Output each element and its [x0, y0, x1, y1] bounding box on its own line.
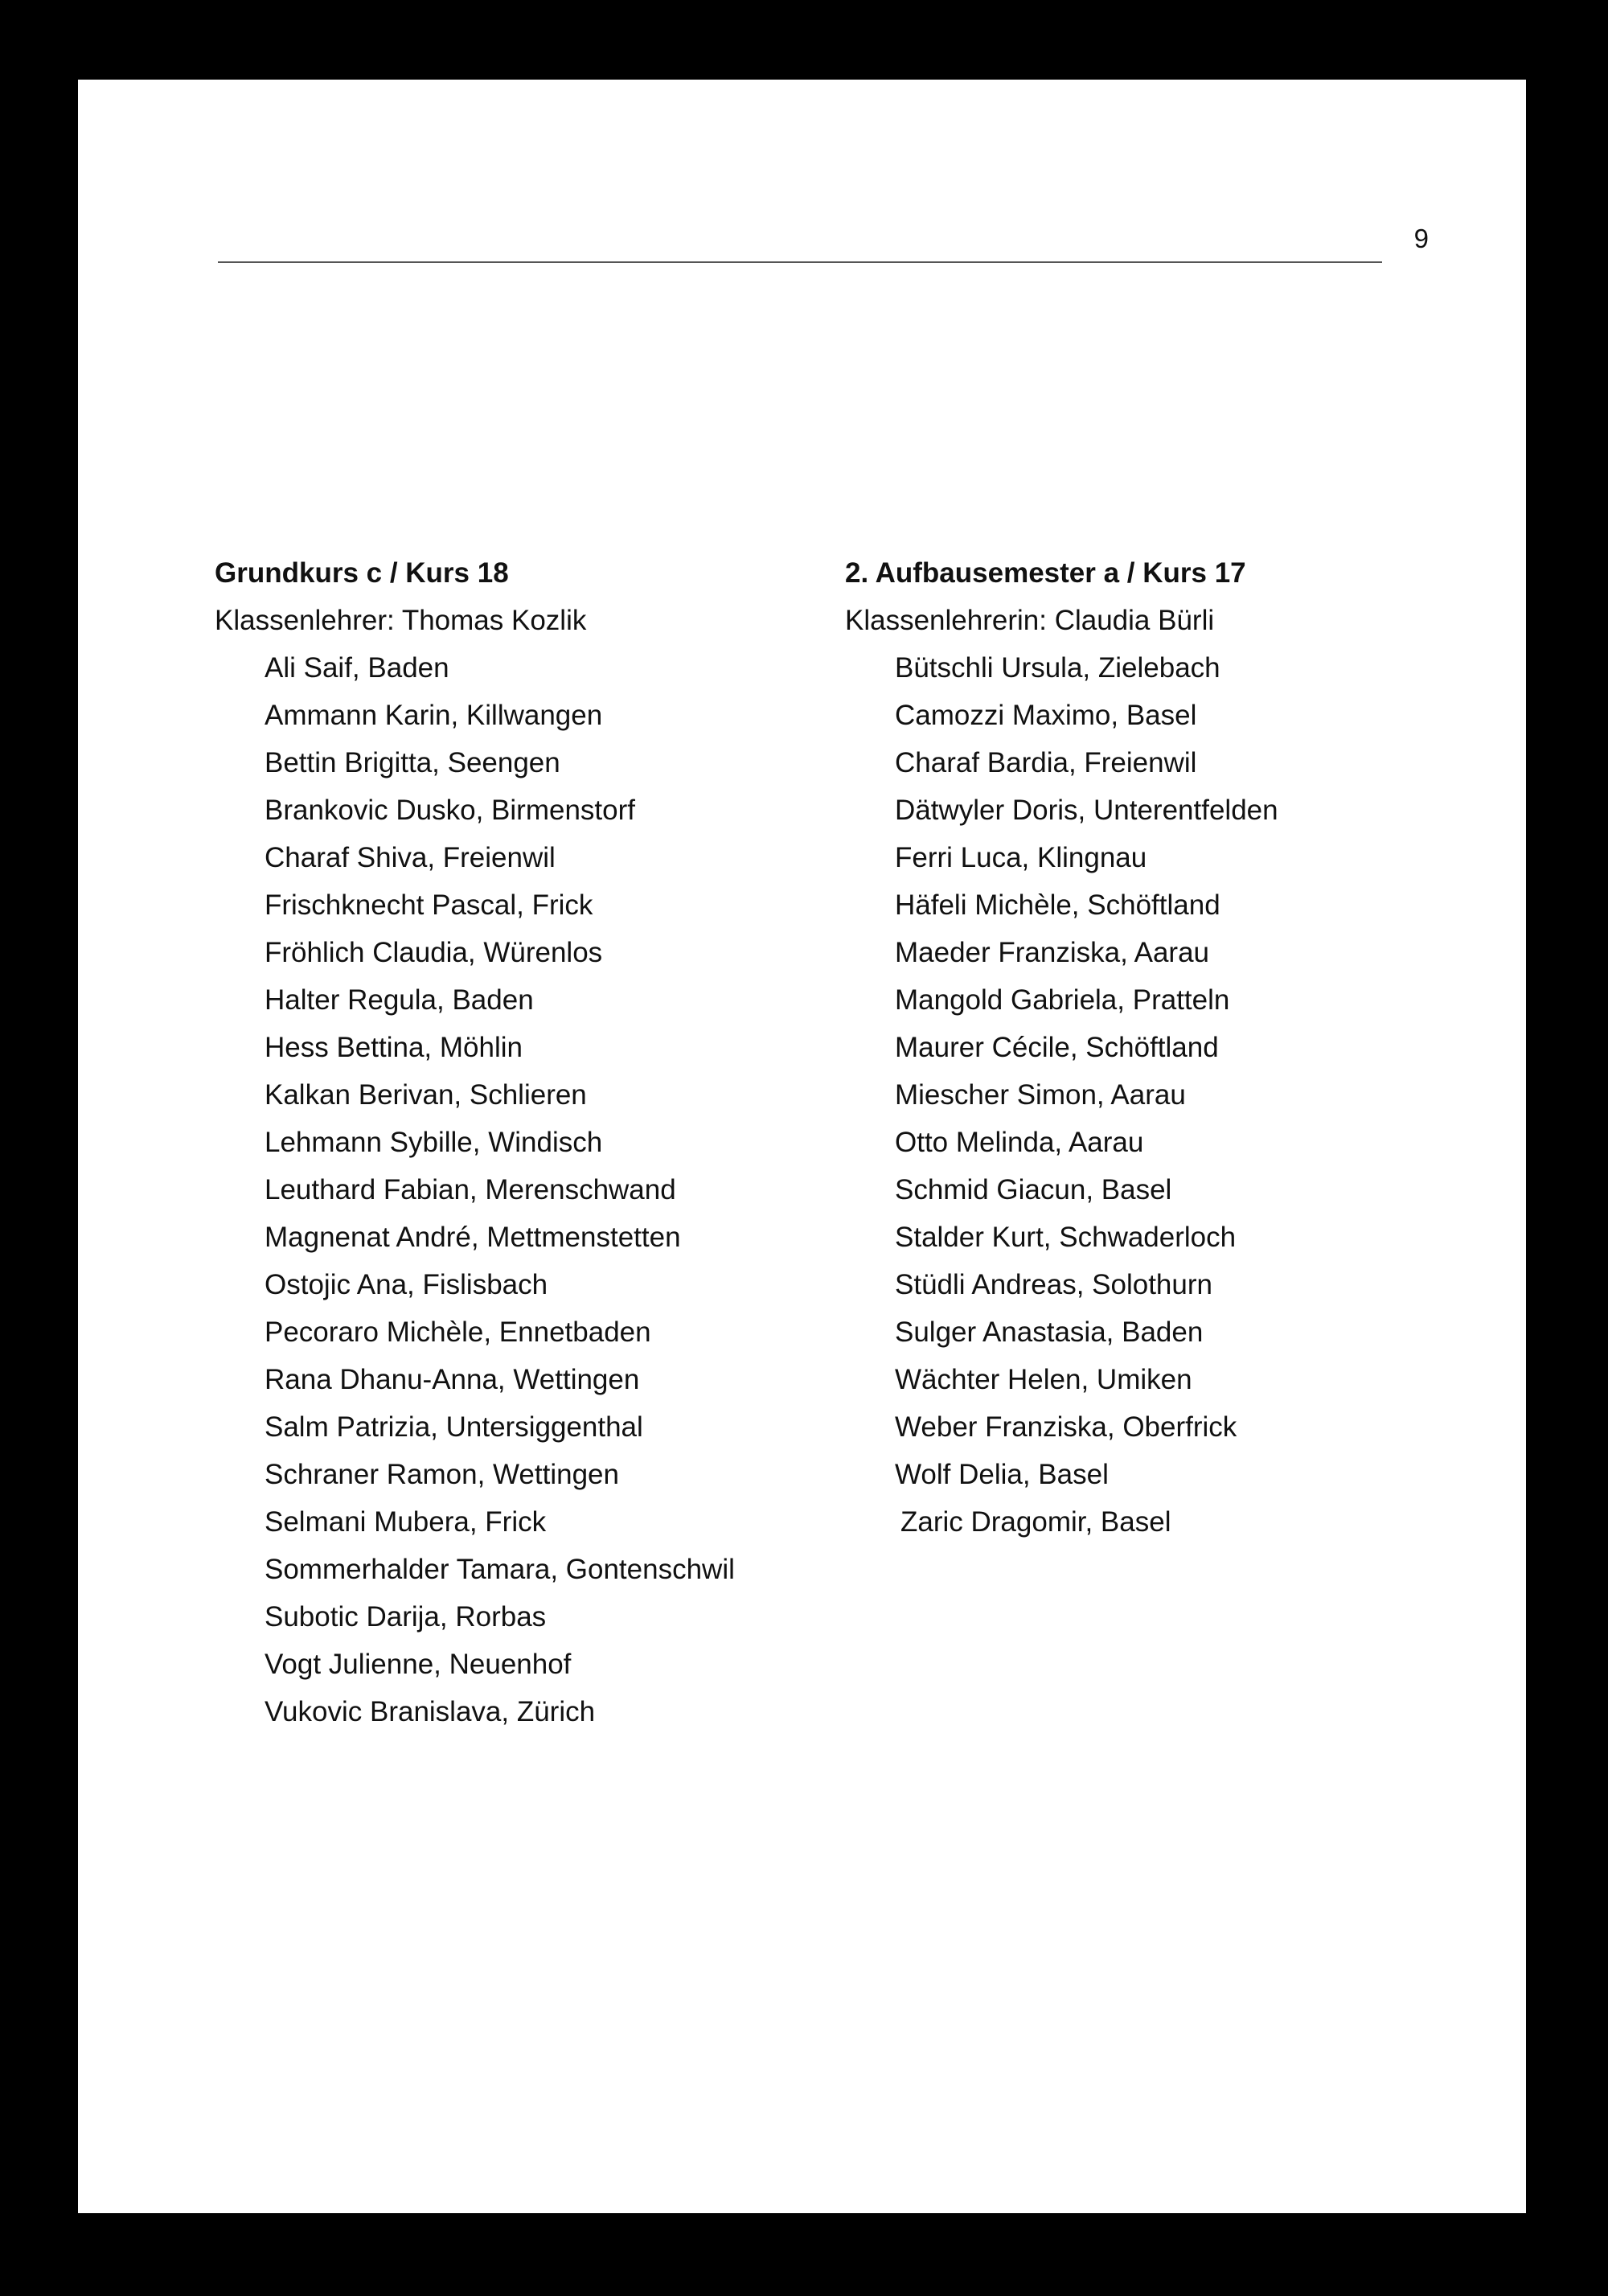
teacher-name: Claudia Bürli [1054, 605, 1215, 636]
list-item: Schraner Ramon, Wettingen [265, 1459, 619, 1490]
list-item: Stüdli Andreas, Solothurn [895, 1269, 1212, 1300]
list-item: Kalkan Berivan, Schlieren [265, 1079, 587, 1111]
header-rule [218, 261, 1382, 263]
course-title: Grundkurs c / Kurs 18 [215, 557, 509, 589]
list-item: Hess Bettina, Möhlin [265, 1032, 523, 1063]
list-item: Salm Patrizia, Untersiggenthal [265, 1411, 643, 1443]
course-section-right [845, 549, 1472, 1546]
list-item: Miescher Simon, Aarau [895, 1079, 1186, 1111]
list-item: Wolf Delia, Basel [895, 1459, 1109, 1490]
student-list [215, 644, 874, 1735]
teacher-line [215, 597, 874, 644]
list-item: Bettin Brigitta, Seengen [265, 747, 560, 778]
list-item: Brankovic Dusko, Birmenstorf [265, 795, 635, 826]
list-item: Weber Franziska, Oberfrick [895, 1411, 1237, 1443]
list-item: Frischknecht Pascal, Frick [265, 889, 593, 921]
list-item: Vogt Julienne, Neuenhof [265, 1649, 572, 1680]
list-item: Charaf Shiva, Freienwil [265, 842, 556, 873]
list-item: Stalder Kurt, Schwaderloch [895, 1222, 1237, 1253]
list-item: Camozzi Maximo, Basel [895, 700, 1197, 731]
list-item: Fröhlich Claudia, Würenlos [265, 937, 603, 968]
list-item: Lehmann Sybille, Windisch [265, 1127, 603, 1158]
list-item: Rana Dhanu-Anna, Wettingen [265, 1364, 640, 1395]
list-item: Ammann Karin, Killwangen [265, 700, 603, 731]
teacher-line [845, 597, 1472, 644]
list-item: Sulger Anastasia, Baden [895, 1316, 1204, 1348]
list-item: Sommerhalder Tamara, Gontenschwil [265, 1554, 735, 1585]
list-item: Ali Saif, Baden [265, 652, 449, 684]
teacher-label: Klassenlehrer: [215, 605, 395, 636]
list-item: Mangold Gabriela, Pratteln [895, 984, 1230, 1016]
course-title: 2. Aufbausemester a / Kurs 17 [845, 557, 1246, 589]
student-list [845, 644, 1472, 1546]
list-item: Bütschli Ursula, Zielebach [895, 652, 1220, 684]
list-item: Ferri Luca, Klingnau [895, 842, 1147, 873]
list-item: Maurer Cécile, Schöftland [895, 1032, 1219, 1063]
list-item: Selmani Mubera, Frick [265, 1506, 547, 1538]
list-item: Schmid Giacun, Basel [895, 1174, 1172, 1206]
document-page [78, 80, 1526, 2213]
list-item: Subotic Darija, Rorbas [265, 1601, 547, 1633]
list-item: Maeder Franziska, Aarau [895, 937, 1210, 968]
list-item: Halter Regula, Baden [265, 984, 534, 1016]
teacher-name: Thomas Kozlik [401, 605, 587, 636]
list-item: Leuthard Fabian, Merenschwand [265, 1174, 676, 1206]
list-item: Vukovic Branislava, Zürich [265, 1696, 596, 1727]
list-item: Wächter Helen, Umiken [895, 1364, 1192, 1395]
list-item: Ostojic Ana, Fislisbach [265, 1269, 548, 1300]
list-item: Magnenat André, Mettmenstetten [265, 1222, 681, 1253]
list-item: Charaf Bardia, Freienwil [895, 747, 1197, 778]
list-item: Zaric Dragomir, Basel [900, 1506, 1171, 1538]
course-section-left [215, 549, 874, 1735]
list-item: Otto Melinda, Aarau [895, 1127, 1144, 1158]
list-item: Pecoraro Michèle, Ennetbaden [265, 1316, 651, 1348]
list-item: Häfeli Michèle, Schöftland [895, 889, 1220, 921]
teacher-label: Klassenlehrerin: [845, 605, 1047, 636]
list-item: Dätwyler Doris, Unterentfelden [895, 795, 1278, 826]
page-number: 9 [1413, 224, 1429, 253]
